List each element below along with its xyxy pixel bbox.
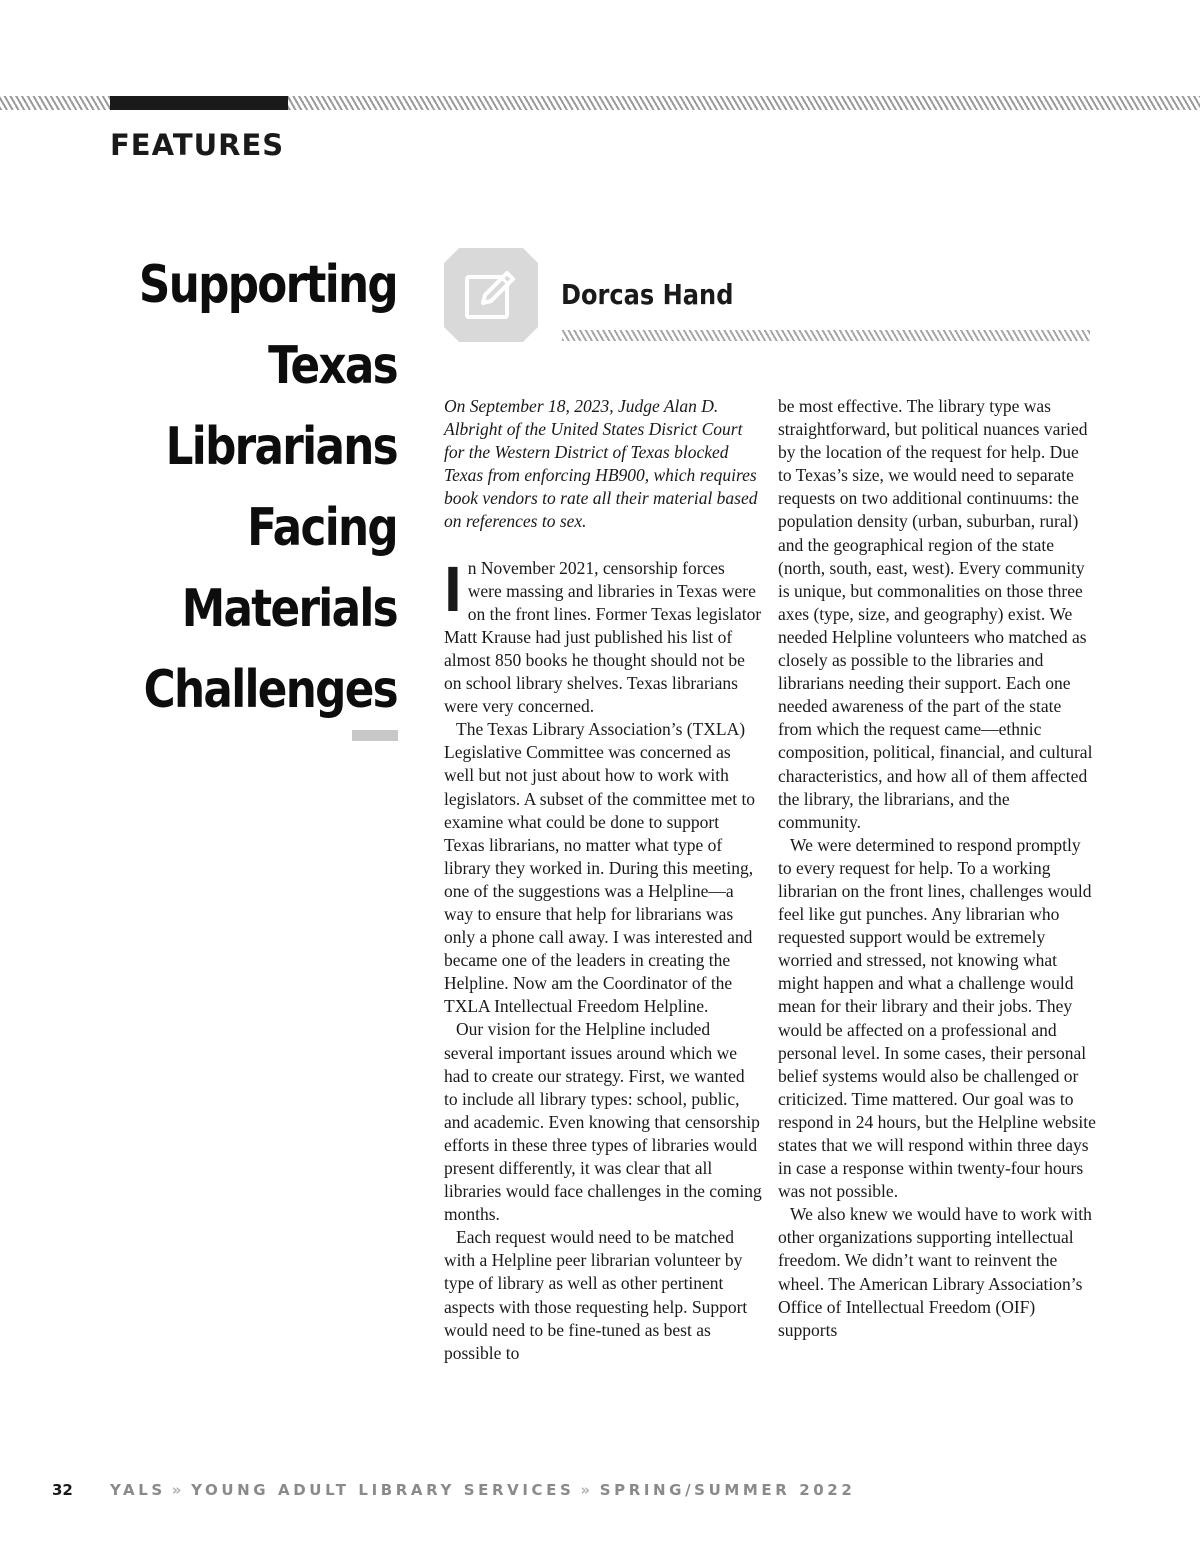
paragraph-text: n November 2021, censorship forces were massing and libraries in Texas were on the front lines. Former Texas legislator Matt Krause had just published his list of almost 850 books he thought should not be on school library shelves. Texas librarians were very concerned. xyxy=(444,557,762,717)
body-paragraph: The Texas Library Association’s (TXLA) Legislative Committee was concerned as well but not just about how to work with legislators. A subset of the committee met to examine what could be done to support Texas librarians, no matter what type of library they worked in. During this meeting, one of the suggestions was a Helpline—a way to ensure that help for librarians was only a phone call away. I was interested and became one of the leaders in creating the Helpline. Now am the Coordinator of the TXLA Intellectual Freedom Helpline. xyxy=(444,719,756,1017)
separator-glyph: » xyxy=(171,1481,186,1499)
body-paragraph: We were determined to respond promptly to every request for help. To a working librarian on the front lines, challenges would feel like gut punches. Any librarian who requested support would be extremely worried and stressed, not knowing what might happen and what a challenge would mean for their library and their jobs. They would be affected on a professional and personal level. In some cases, their personal belief systems would also be challenged or criticized. Time mattered. Our goal was to respond in 24 hours, but the Helpline website states that we will respond within three days in case a response within twenty-four hours was not possible. xyxy=(778,834,1096,1202)
title-line: Librarians xyxy=(165,417,397,477)
header-accent-bar xyxy=(110,96,288,110)
issue-label: SPRING/SUMMER 2022 xyxy=(599,1481,856,1499)
section-label: FEATURES xyxy=(110,128,285,162)
intro-paragraph: On September 18, 2023, Judge Alan D. Albright of the United States Disrict Court for the Western District of Texas blocked Texas from enforcing HB900, which requires book vendors to rate all their material based on references to sex. xyxy=(444,396,758,532)
body-column-right xyxy=(778,395,1096,1342)
author-hatch-rule xyxy=(562,330,1090,341)
separator-glyph: » xyxy=(580,1481,594,1499)
title-line: Challenges xyxy=(143,660,397,720)
author-badge xyxy=(444,248,538,342)
drop-cap: I xyxy=(444,552,462,625)
title-accent-bar xyxy=(352,730,398,741)
article-title xyxy=(120,245,397,731)
title-line: Supporting xyxy=(138,255,397,315)
body-column-left xyxy=(444,395,762,1365)
body-paragraph: be most effective. The library type was straightforward, but political nuances varied by the location of the request for help. Due to Texas’s size, we would need to separate requests on two additional continuums: the population density (urban, suburban, rural) and the geographical region of the state (north, south, east, west). Every community is unique, but commonalities on those three axes (type, size, and geography) exist. We needed Helpline volunteers who matched as closely as possible to the libraries and librarians needing their support. Each one needed awareness of the part of the state from which the request came—ethnic composition, political, financial, and cultural characteristics, and how all of them affected the library, the librarians, and the community. xyxy=(778,396,1093,832)
body-paragraph: Each request would need to be matched with a Helpline peer librarian volunteer by type of library as well as other pertinent aspects with those requesting help. Support would need to be fine-tuned as best as possible to xyxy=(444,1227,748,1363)
running-footer xyxy=(110,1480,855,1500)
title-line: Facing xyxy=(247,498,397,558)
title-line: Texas xyxy=(268,336,397,396)
author-name: Dorcas Hand xyxy=(561,278,734,311)
journal-abbrev: YALS xyxy=(110,1481,166,1499)
journal-name: YOUNG ADULT LIBRARY SERVICES xyxy=(191,1481,575,1499)
page-number: 32 xyxy=(52,1481,73,1499)
body-paragraph: Our vision for the Helpline included several important issues around which we had to create our strategy. First, we wanted to include all library types: school, public, and academic. Even knowing that censorship efforts in these three types of libraries would present differently, it was clear that all libraries would face challenges in the coming months. xyxy=(444,1019,762,1225)
title-line: Materials xyxy=(181,579,397,639)
body-paragraph xyxy=(444,552,762,719)
body-paragraph: We also knew we would have to work with other organizations supporting intellectual freedom. We didn’t want to reinvent the wheel. The American Library Association’s Office of Intellectual Freedom (OIF) supports xyxy=(778,1204,1092,1340)
edit-icon xyxy=(461,265,521,325)
